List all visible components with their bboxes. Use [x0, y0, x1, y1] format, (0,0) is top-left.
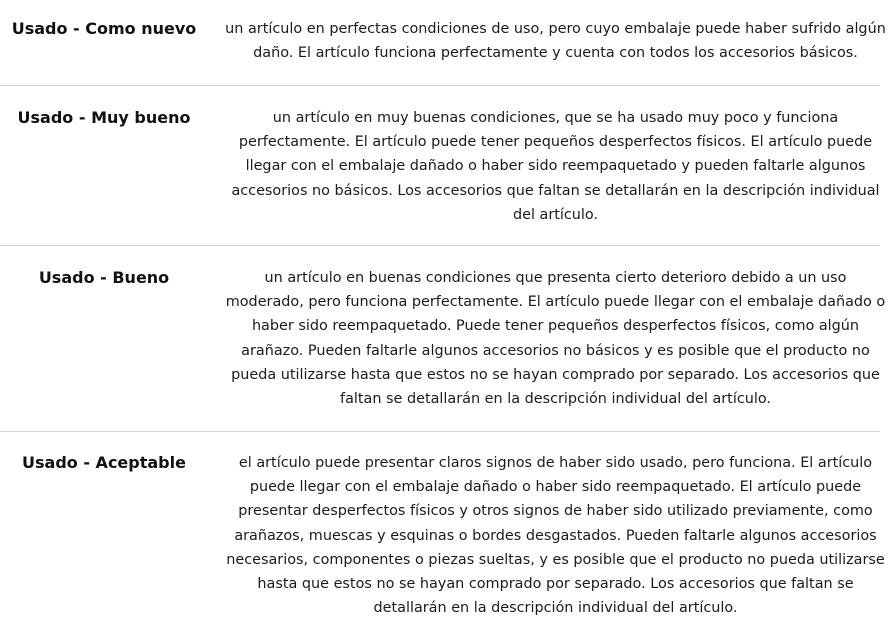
condition-label: Usado - Bueno — [38, 268, 170, 287]
condition-description: un artículo en perfectas condiciones de uso, pero cuyo embalaje puede haber sufrido algún daño. El artículo funciona perfectamente y cuenta con todos los accesorios básicos. — [225, 21, 886, 62]
condition-label: Usado - Muy bueno — [17, 108, 191, 127]
condition-label: Usado - Aceptable — [22, 453, 186, 472]
condition-description: un artículo en muy buenas condiciones, que se ha usado muy poco y funciona perfectamente. El artículo puede tener pequeños desperfectos físicos. El artículo puede llegar con el embalaje dañado o haber sido reempaquetado y pueden faltarle algunos accesorios no básicos. Los accesorios que faltan se detallarán en la descripción individual del artículo. — [231, 110, 880, 223]
condition-label: Usado - Como nuevo — [11, 19, 197, 38]
row-divider — [0, 431, 880, 432]
row-divider — [0, 85, 880, 86]
condition-description: el artículo puede presentar claros signos de haber sido usado, pero funciona. El artículo puede llegar con el embalaje dañado o haber sido reempaquetado. El artículo puede presentar desperfectos físicos y otros signos de haber sido utilizado previamente, como arañazos, muescas y esquinas o bordes desgastados. Pueden faltarle algunos accesorios necesarios, componentes o piezas sueltas, y es posible que el producto no pueda utilizarse hasta que estos no se hayan comprado por separado. Los accesorios que faltan se detallarán en la descripción individual del artículo. — [226, 455, 885, 617]
condition-description: un artículo en buenas condiciones que presenta cierto deterioro debido a un uso moderado, pero funciona perfectamente. El artículo puede llegar con el embalaje dañado o haber sido reempaquetado. Puede tener pequeños desperfectos físicos, como algún arañazo. Pueden faltarle algunos accesorios no básicos y es posible que el producto no pueda utilizarse hasta que estos no se hayan comprado por separado. Los accesorios que faltan se detallarán en la descripción individual del artículo. — [225, 270, 886, 408]
row-divider — [0, 245, 880, 246]
